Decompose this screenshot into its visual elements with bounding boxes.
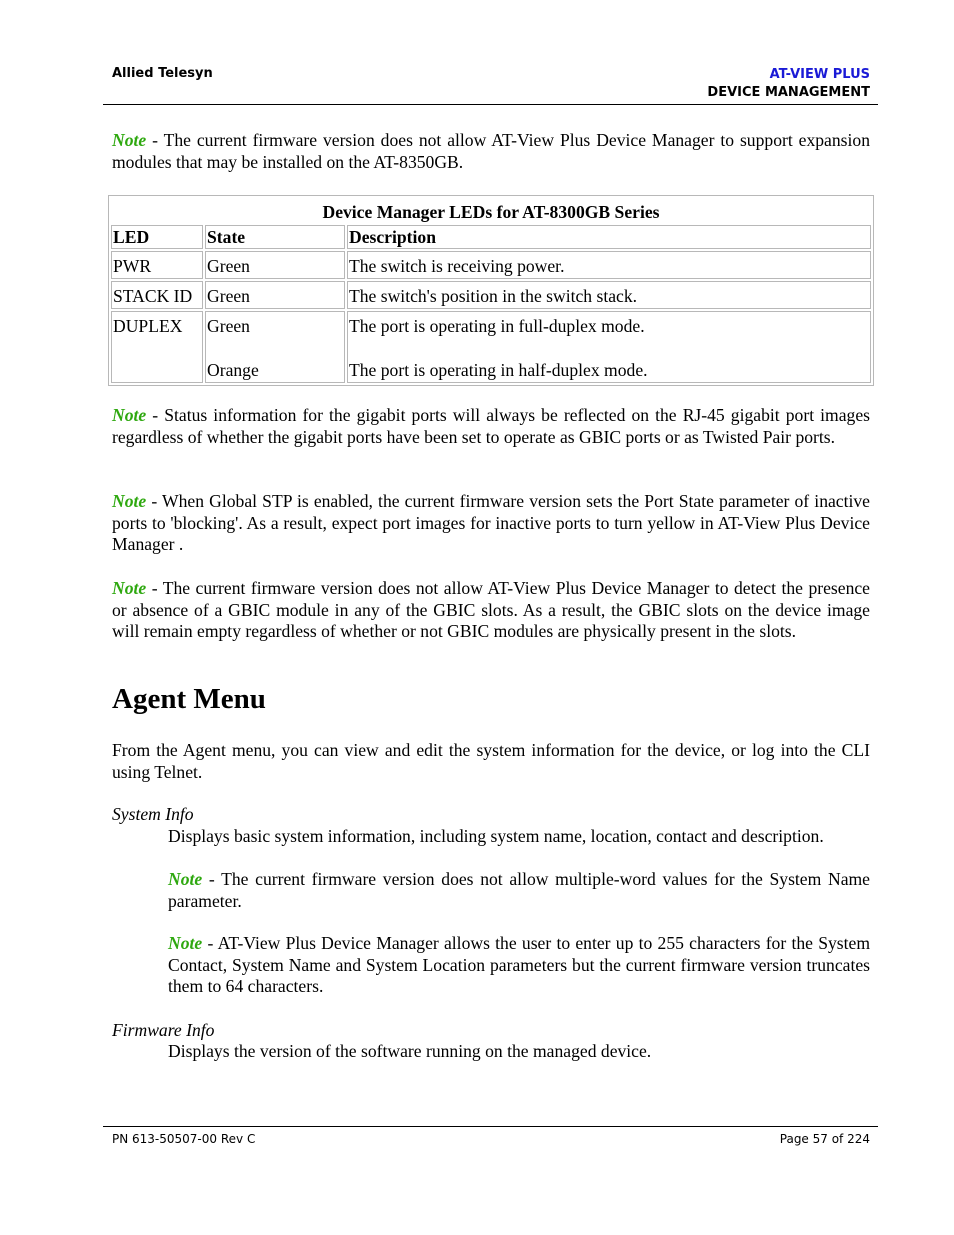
- table-cell-state: [205, 311, 345, 383]
- footer-page-number: Page 57 of 224: [779, 1132, 870, 1146]
- note-label: Note: [168, 933, 203, 953]
- note-label: Note: [112, 491, 147, 511]
- note-text: - When Global STP is enabled, the current firmware version sets the Port State parameter of inactive ports to 'blocking'. As a result, expect port images for inactive ports to turn yellow in AT-View Plus Device Manager .: [112, 491, 870, 555]
- state-green: Green: [207, 316, 250, 336]
- note-global-stp: [112, 491, 870, 556]
- table-cell-description: The switch is receiving power.: [347, 251, 871, 279]
- note-text: - AT-View Plus Device Manager allows the user to enter up to 255 characters for the System Contact, System Name and System Location parameters but the current firmware version truncates them to 64 characters.: [168, 933, 870, 997]
- table-row: [111, 311, 871, 383]
- note-label: Note: [112, 405, 147, 425]
- note-gbic-slots: [112, 578, 870, 643]
- header-product: AT-VIEW PLUS: [769, 67, 870, 82]
- table-cell-description: The switch's position in the switch stack.: [347, 281, 871, 309]
- table-cell-description: [347, 311, 871, 383]
- sysinfo-desc-text: Displays basic system information, including system name, location, contact and description.: [168, 826, 824, 846]
- note-text: - Status information for the gigabit ports will always be reflected on the RJ-45 gigabit port images regardless of whether the gigabit ports have been set to operate as GBIC ports or as Twisted Pair ports.: [112, 405, 870, 447]
- sysinfo-description: [168, 826, 870, 848]
- table-cell-led: DUPLEX: [111, 311, 203, 383]
- table-cell-state: Green: [205, 251, 345, 279]
- note-label: Note: [112, 130, 147, 150]
- table-header-state: State: [205, 225, 345, 249]
- state-orange: Orange: [207, 360, 259, 380]
- table-row: [111, 281, 871, 309]
- table-cell-state: Green: [205, 281, 345, 309]
- note-label: Note: [112, 578, 147, 598]
- header-rule: [103, 104, 878, 105]
- table-cell-led: PWR: [111, 251, 203, 279]
- table-header-description: Description: [347, 225, 871, 249]
- note-system-contact: [168, 933, 870, 998]
- note-gigabit-ports: [112, 405, 870, 448]
- note-system-name: [168, 869, 870, 912]
- section-heading: Agent Menu: [112, 683, 266, 715]
- note-text: - The current firmware version does not allow AT-View Plus Device Manager to support expansion modules that may be installed on the AT-8350GB.: [112, 130, 870, 172]
- fwinfo-term-text: Firmware Info: [112, 1020, 215, 1040]
- desc-full-duplex: The port is operating in full-duplex mode.: [349, 316, 645, 336]
- led-table: [108, 195, 874, 386]
- sysinfo-term-text: System Info: [112, 804, 194, 824]
- table-caption: Device Manager LEDs for AT-8300GB Series: [322, 202, 660, 222]
- table-cell-led: STACK ID: [111, 281, 203, 309]
- table-header-led: LED: [111, 225, 203, 249]
- header-section: DEVICE MANAGEMENT: [707, 85, 870, 100]
- desc-half-duplex: The port is operating in half-duplex mode.: [349, 360, 648, 380]
- agent-intro-text: From the Agent menu, you can view and edit the system information for the device, or log into the CLI using Telnet.: [112, 740, 870, 782]
- footer-part-number: PN 613-50507-00 Rev C: [112, 1132, 256, 1146]
- note-label: Note: [168, 869, 203, 889]
- fwinfo-description: [168, 1041, 870, 1063]
- note-text: - The current firmware version does not allow AT-View Plus Device Manager to detect the presence or absence of a GBIC module in any of the GBIC slots. As a result, the GBIC slots on the device image will remain empty regardless of whether or not GBIC modules are physically present in the slots.: [112, 578, 870, 642]
- footer-rule: [103, 1126, 878, 1127]
- agent-intro: [112, 740, 870, 783]
- header-title: [707, 66, 870, 102]
- sysinfo-term: [112, 804, 870, 826]
- header-company: Allied Telesyn: [112, 66, 213, 81]
- table-row: [111, 251, 871, 279]
- fwinfo-desc-text: Displays the version of the software running on the managed device.: [168, 1041, 652, 1061]
- note-expansion-modules: [112, 130, 870, 173]
- fwinfo-term: [112, 1020, 870, 1042]
- note-text: - The current firmware version does not allow multiple-word values for the System Name parameter.: [168, 869, 870, 911]
